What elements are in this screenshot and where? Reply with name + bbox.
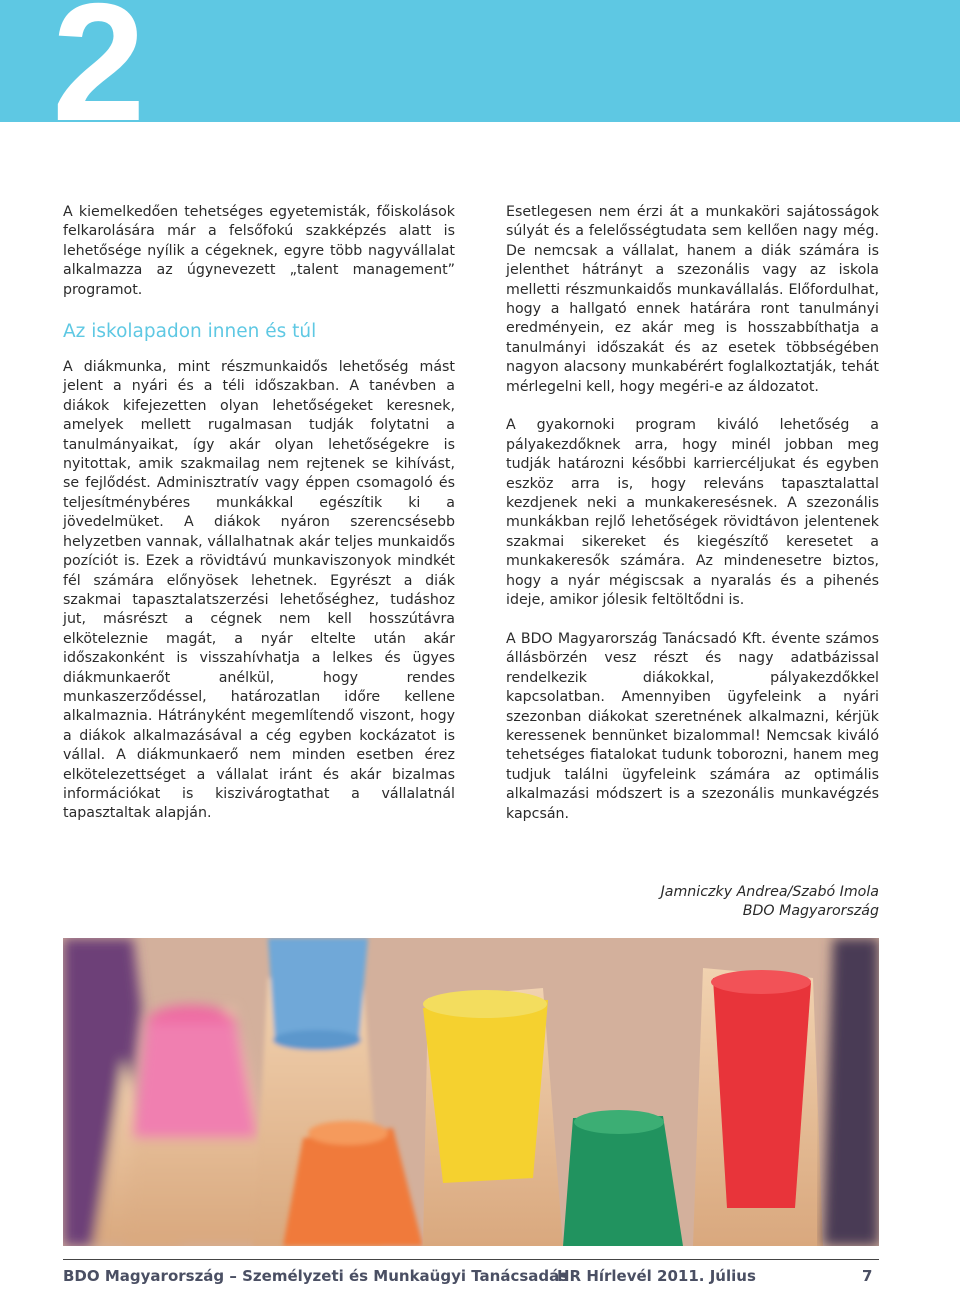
right-paragraph-1: Esetlegesen nem érzi át a munkaköri sajátosságok súlyát és a felelősségtudata sem kellően nagy még. De nemcsak a vállalat, hanem a diák számára is jelenthet hátrányt a szezonális vagy az iskola melletti részmunkaidős munkavállalás. Előfordulhat, hogy a hallgató ennek határára ront tanulmányi eredményein, ez akár meg is hosszabbíthatja a tanulmányi időszakát és az esetek többségében nagyon alacsony munkabérért foglalkoztatják, tehát mérlegelni kell, hogy megéri-e az áldozatot. <box>506 204 879 395</box>
footer-page-number: 7 <box>862 1267 873 1285</box>
signature-organization: BDO Magyarország <box>742 903 879 920</box>
footer-newsletter: HR Hírlevél 2011. Július <box>557 1267 756 1285</box>
footer-divider <box>63 1259 879 1260</box>
header-band <box>0 0 960 156</box>
body-paragraph: A diákmunka, mint részmunkaidős lehetőség mást jelent a nyári és a téli időszakban. A tanévben a diákok kifejezetten olyan lehetőségeket keresnek, amelyek mellett rugalmasan tudják folytatni a tanulmányaikat, így akár olyan lehetőségekre is nyitottak, amik szakmailag nem rejtenek se kihívást, se fejlődést. Adminisztratív vagy éppen csomagoló és teljesítménybéres munkákkal egészítik ki a jövedelmüket. A diákok nyáron szerencsésebb helyzetben vannak, vállalhatnak akár teljes munkaidős pozíciót is. Ezek a rövidtávú munkaviszonyok mindkét fél számára előnyösek lehetnek. Egyrészt a diák szakmai tapasztalatszerzési lehetőséghez, tudáshoz jut, másrészt a cégnek nem kell hosszútávra elköteleznie magát, a nyár eltelte után akár időszakonként is visszahívhatja a lelkes és ügyes diákmunkaerőt anélkül, hogy rendes munkaszerződéssel, határozatlan időre kellene alkalmaznia. Hátrányként megemlítendő viszont, hogy a diákok alkalmazásával a cég egyben kockázatot is vállal. A diákmunkaerő nem minden esetben érez elkötelezettséget a vállalat iránt és akár bizalmas információkat is kiszivárogtathat a vállalatnál tapasztaltak alapján. <box>63 359 455 822</box>
right-paragraph-3: A BDO Magyarország Tanácsadó Kft. évente számos állásbörzén vesz részt és nagy adatbázissal rendelkezik diákokkal, pályakezdőkkel kapcsolatban. Amennyiben ügyfeleink a nyári szezonban diákokat szeretnének alkalmazni, kérjük keressenek bennünket bizalommal! Nemcsak kiváló tehetséges fiatalokat tudunk toborozni, hanem meg tudjuk találni ügyfeleink számára az optimális alkalmazási módszert is a szezonális munkavégzés kapcsán. <box>506 630 879 822</box>
right-column <box>506 203 879 824</box>
section-heading: Az iskolapadon innen és túl <box>63 321 317 343</box>
chapter-number: 2 <box>52 0 146 156</box>
colored-pencils-photo <box>63 938 879 1246</box>
footer-company: BDO Magyarország – Személyzeti és Munkaügyi Tanácsadás <box>63 1267 569 1285</box>
signature-authors: Jamniczky Andrea/Szabó Imola <box>660 884 879 900</box>
left-column <box>63 203 455 824</box>
intro-paragraph: A kiemelkedően tehetséges egyetemisták, főiskolások felkarolására már a felsőfokú szakképzés alatt is lehetősége nyílik a cégeknek, egyre több nagyvállalat alkalmazza az úgynevezett „talent management” programot. <box>63 204 455 298</box>
signature-block <box>506 883 879 922</box>
right-paragraph-2: A gyakornoki program kiváló lehetőség a pályakezdőknek arra, hogy minél jobban meg tudják határozni későbbi karriercéljukat és egyben eszköz arra is, hogy releváns tapasztalattal kezdjenek neki a munkakeresésnek. A szezonális munkákban rejlő lehetőségek rövidtávon jelentenek szakmai sikereket és kiegészítő keresetet a munkakeresők számára. Az mindenesetre biztos, hogy a nyár mégiscsak a nyaralás és a pihenés ideje, amikor jólesik feltöltődni is. <box>506 417 879 609</box>
